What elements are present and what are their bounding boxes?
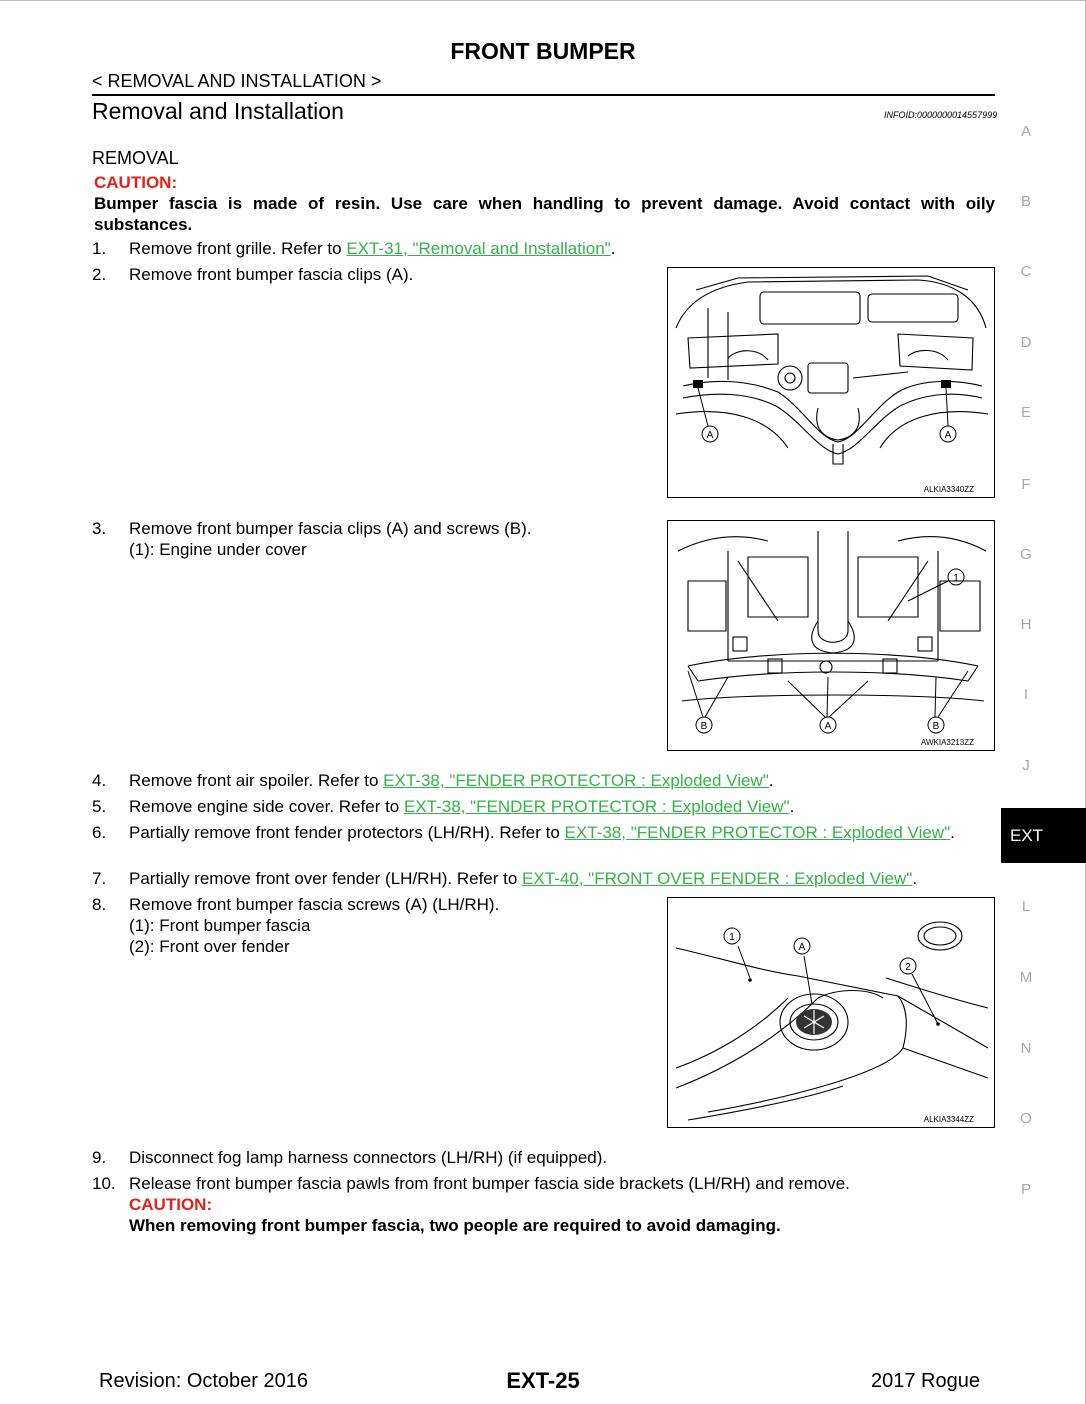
step-text: Remove front air spoiler. Refer to (129, 771, 384, 790)
step-5 (92, 796, 997, 817)
side-index-letter[interactable]: A (1020, 123, 1031, 140)
step-6 (92, 822, 995, 843)
callout-1: 1 (953, 573, 959, 584)
section-title: Removal and Installation (92, 98, 344, 124)
side-index-letter[interactable]: J (1022, 757, 1030, 774)
step-text-end: . (950, 823, 955, 842)
callout-1: 1 (729, 932, 735, 943)
side-index-letter[interactable]: B (1020, 193, 1031, 210)
under-cover-illustration (668, 521, 996, 752)
step-number: 10. (92, 1174, 116, 1193)
step-number: 5. (92, 797, 107, 816)
engine-bay-illustration (668, 268, 996, 499)
side-index-letter[interactable]: N (1020, 1040, 1032, 1057)
step-number: 8. (92, 895, 107, 914)
step-text: Partially remove front over fender (LH/RH). Refer to (129, 869, 523, 888)
step-link[interactable]: EXT-38, "FENDER PROTECTOR : Exploded View" (403, 797, 790, 816)
step-subtext: (1): Engine under cover (129, 540, 307, 559)
step-link[interactable]: EXT-38, "FENDER PROTECTOR : Exploded View" (564, 823, 951, 842)
step-text: Remove front bumper fascia clips (A) and screws (B). (129, 519, 532, 538)
step-number: 7. (92, 869, 107, 888)
step-8 (92, 894, 652, 957)
step-10 (92, 1173, 997, 1236)
callout-a: A (824, 721, 832, 732)
figure-bumper-screw (667, 897, 995, 1128)
header-rule (92, 94, 995, 96)
footer-page-number: EXT-25 (506, 1368, 580, 1393)
side-index-letter[interactable]: P (1020, 1181, 1031, 1198)
bumper-screw-illustration (668, 898, 996, 1129)
step-number: 9. (92, 1148, 107, 1167)
step-text: Release front bumper fascia pawls from front bumper fascia side brackets (LH/RH) and remove. (129, 1174, 850, 1193)
info-id: INFOID:0000000014557999 (884, 110, 998, 120)
step-9 (92, 1147, 997, 1168)
side-index-letter[interactable]: I (1023, 686, 1029, 703)
caution-text: When removing front bumper fascia, two people are required to avoid damaging. (129, 1216, 781, 1235)
step-text: Remove front bumper fascia screws (A) (LH/RH). (129, 895, 500, 914)
callout-a: A (944, 430, 952, 441)
step-number: 6. (92, 823, 107, 842)
callout-a: A (706, 430, 714, 441)
figure-engine-bay-clips (667, 267, 995, 498)
callout-2: 2 (905, 962, 911, 973)
step-subtext: (2): Front over fender (129, 937, 290, 956)
step-number: 2. (92, 265, 107, 284)
side-index-letter[interactable]: F (1021, 476, 1031, 493)
step-7 (92, 868, 997, 889)
caution-label: CAUTION: (129, 1195, 213, 1214)
step-text-end: . (610, 239, 616, 258)
footer-revision: Revision: October 2016 (99, 1370, 309, 1392)
callout-a: A (798, 942, 806, 953)
step-text: Remove front bumper fascia clips (A). (129, 265, 414, 284)
caution-label: CAUTION: (94, 173, 178, 192)
step-number: 4. (92, 771, 107, 790)
step-4 (92, 770, 997, 791)
step-text: Remove engine side cover. Refer to (129, 797, 404, 816)
side-index-letter[interactable]: G (1020, 546, 1032, 563)
step-text-end: . (768, 771, 774, 790)
page-top-border (0, 0, 1086, 1)
figure-code: ALKIA3340ZZ (923, 485, 974, 494)
callout-b: B (932, 721, 940, 732)
callout-b: B (700, 721, 708, 732)
step-2 (92, 264, 652, 285)
step-number: 3. (92, 519, 107, 538)
step-1 (92, 238, 997, 259)
side-index-letter[interactable]: C (1020, 263, 1032, 280)
step-link[interactable]: EXT-40, "FRONT OVER FENDER : Exploded View" (522, 869, 913, 888)
step-link[interactable]: EXT-38, "FENDER PROTECTOR : Exploded View" (383, 771, 769, 790)
step-3 (92, 518, 652, 560)
step-number: 1. (92, 239, 107, 258)
side-index-letter[interactable]: O (1020, 1110, 1032, 1127)
caution-text: Bumper fascia is made of resin. Use care when handling to prevent damage. Avoid contact with oily substances. (94, 194, 995, 234)
breadcrumb[interactable]: < REMOVAL AND INSTALLATION > (92, 71, 382, 91)
figure-under-cover (667, 520, 995, 751)
step-text-end: . (789, 797, 795, 816)
removal-heading: REMOVAL (92, 148, 179, 168)
side-index-letter[interactable]: H (1020, 616, 1032, 633)
step-text: Partially remove front fender protectors (LH/RH). Refer to (129, 823, 565, 842)
step-subtext: (1): Front bumper fascia (129, 916, 311, 935)
figure-code: ALKIA3344ZZ (923, 1115, 974, 1124)
side-index-letter[interactable]: M (1019, 969, 1033, 986)
side-index-letter[interactable]: L (1021, 898, 1031, 915)
step-text: Remove front grille. Refer to (129, 239, 347, 258)
side-index-active-tab[interactable]: EXT (1001, 808, 1086, 863)
figure-code: AWKIA3213ZZ (920, 738, 974, 747)
side-index-letter[interactable]: D (1020, 334, 1032, 351)
step-text-end: . (912, 869, 918, 888)
step-text: Disconnect fog lamp harness connectors (LH/RH) (if equipped). (129, 1148, 608, 1167)
step-link[interactable]: EXT-31, "Removal and Installation" (346, 239, 611, 258)
side-index-letter[interactable]: E (1020, 404, 1031, 421)
footer-model: 2017 Rogue (871, 1370, 980, 1392)
page-title: FRONT BUMPER (450, 38, 636, 64)
